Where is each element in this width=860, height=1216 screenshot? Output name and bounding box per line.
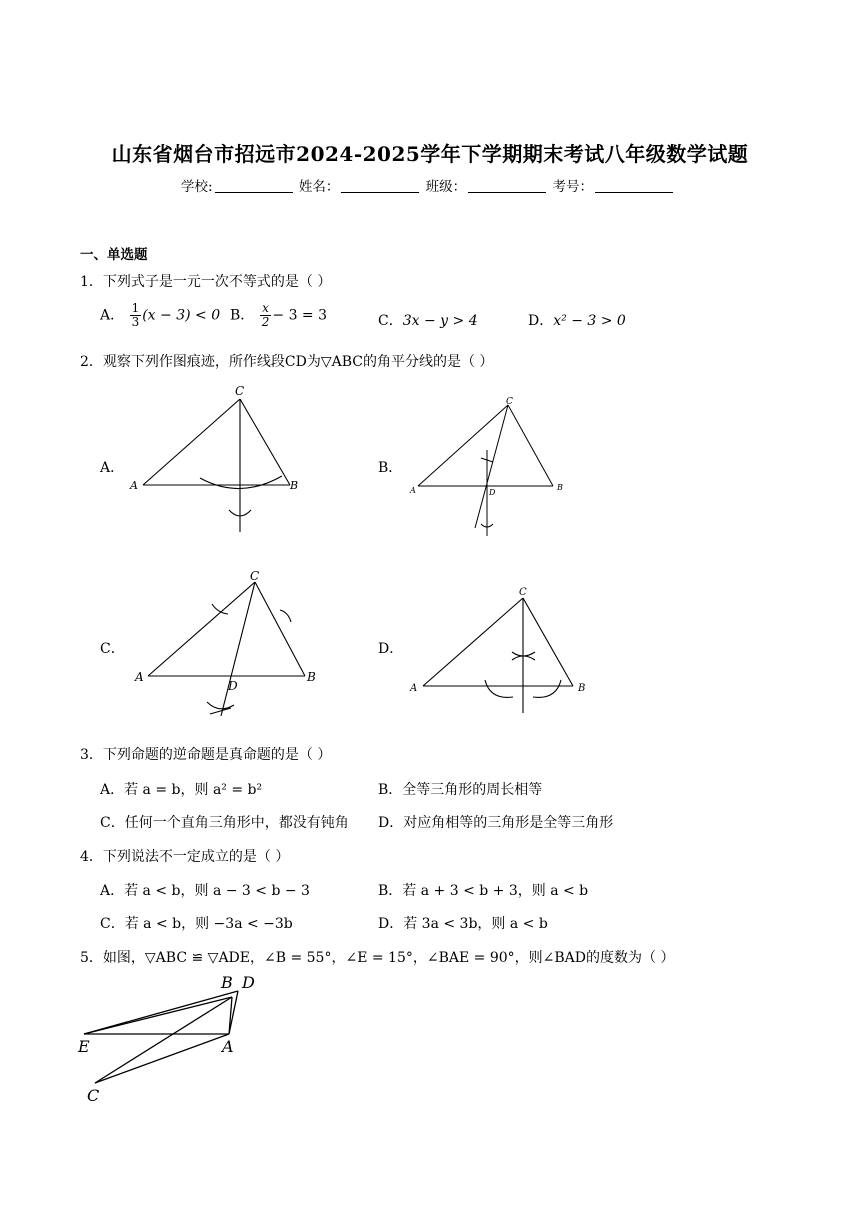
school-label: 学校:	[181, 179, 213, 195]
q2-option-b-label: B．	[378, 460, 403, 476]
q3-option-a: A．若 a = b，则 a² = b²	[100, 782, 263, 798]
q1-option-a-label: A．	[100, 307, 125, 324]
name-label: 姓名：	[298, 179, 340, 195]
q3-option-d: D．对应角相等的三角形是全等三角形	[378, 815, 614, 831]
fig-a-label-b: B	[290, 479, 299, 492]
question-1-stem: 1．下列式子是一元一次不等式的是（ ）	[80, 274, 332, 290]
q4-option-a: A．若 a < b，则 a − 3 < b − 3	[100, 883, 310, 899]
q1-c-expression: 3x − y > 4	[402, 313, 478, 329]
q3-option-c: C．任何一个直角三角形中，都没有钝角	[100, 815, 349, 831]
q1-option-b-label: B．	[230, 307, 255, 324]
q2-option-a-label: A．	[100, 460, 125, 476]
fig-c-label-d: D	[228, 679, 238, 693]
exam-number-label: 考号：	[552, 179, 593, 195]
q4-option-d: D．若 3a < 3b，则 a < b	[378, 916, 548, 932]
fig-b-label-c: C	[506, 397, 513, 407]
page-title: 山东省烟台市招远市2024-2025学年下学期期末考试八年级数学试题	[111, 142, 749, 166]
q1-b-expression: − 3 = 3	[272, 307, 328, 324]
fig-b-label-a: A	[410, 486, 416, 495]
fig-d-label-b: B	[578, 683, 586, 694]
q2-option-c-label: C．	[100, 641, 125, 657]
q1-a-expression: (x − 3) < 0	[142, 307, 221, 324]
q2-option-d-label: D．	[378, 641, 404, 657]
q5-label-d: D	[242, 973, 255, 992]
q3-option-b: B．全等三角形的周长相等	[378, 782, 543, 798]
q5-label-e: E	[78, 1037, 90, 1056]
fig-b-label-b: B	[557, 483, 563, 492]
q4-option-c: C．若 a < b，则 −3a < −3b	[100, 916, 293, 932]
question-3-stem: 3．下列命题的逆命题是真命题的是（ ）	[80, 747, 332, 763]
q4-option-b: B．若 a + 3 < b + 3，则 a < b	[378, 883, 589, 899]
section-heading: 一、单选题	[80, 247, 148, 263]
q1-b-numerator: x	[260, 302, 272, 316]
q1-option-d-label: D．	[528, 313, 554, 329]
fig-b-label-d: D	[489, 488, 496, 497]
q1-option-c-label: C．	[378, 313, 403, 329]
fig-c-label-c: C	[250, 569, 260, 583]
fig-a-label-c: C	[235, 384, 245, 398]
fig-c-label-a: A	[135, 670, 144, 684]
q5-label-c: C	[87, 1086, 100, 1105]
fig-d-label-c: C	[519, 587, 527, 598]
fig-d-label-a: A	[410, 683, 418, 694]
fig-c-label-b: B	[307, 670, 316, 684]
q5-label-a: A	[222, 1037, 234, 1056]
q1-a-denominator: 3	[131, 315, 140, 329]
q1-b-denominator: 2	[261, 315, 270, 329]
q5-label-b: B	[221, 973, 233, 992]
question-5-stem: 5．如图，▽ABC ≌ ▽ADE，∠B = 55°，∠E = 15°，∠BAE = 90°，则∠BAD的度数为（ ）	[80, 950, 675, 966]
class-label: 班级：	[425, 179, 467, 195]
fig-a-label-a: A	[130, 479, 138, 492]
question-2-stem: 2．观察下列作图痕迹，所作线段CD为▽ABC的角平分线的是（ ）	[80, 354, 494, 370]
question-4-stem: 4．下列说法不一定成立的是（ ）	[80, 849, 290, 865]
q1-a-numerator: 1	[131, 301, 140, 315]
q1-d-expression: x² − 3 > 0	[553, 313, 626, 329]
